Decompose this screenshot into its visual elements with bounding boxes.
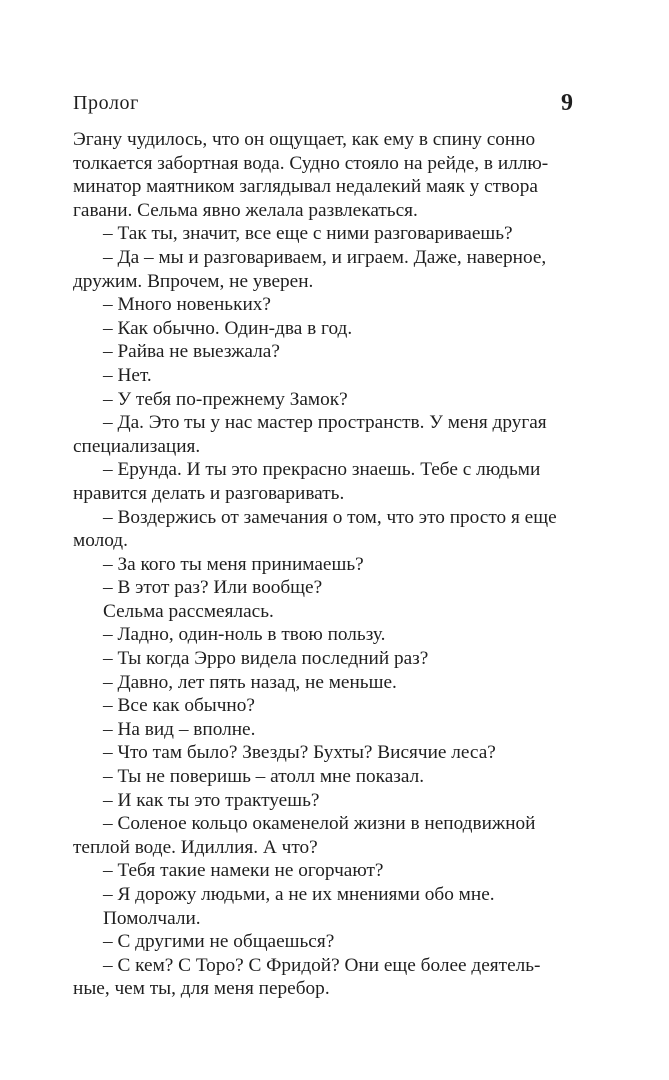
text-line: дружим. Впрочем, не уверен. [73, 270, 314, 292]
text-line: – С кем? С Торо? С Фридой? Они еще более деятель- [103, 954, 541, 976]
text-line: минатор маятником заглядывал недалекий маяк у створа [73, 176, 538, 198]
text-line: – Ерунда. И ты это прекрасно знаешь. Тебе с людьми [103, 459, 541, 481]
text-line: – Воздержись от замечания о том, что это просто я еще [103, 506, 557, 528]
text-line: нравится делать и разговаривать. [73, 482, 345, 504]
text-line: ные, чем ты, для меня перебор. [73, 978, 330, 1000]
text-line: – Я дорожу людьми, а не их мнениями обо мне. [103, 884, 495, 905]
text-line: Сельма рассмеялась. [103, 600, 274, 622]
running-head [73, 92, 573, 122]
text-line: – Да. Это ты у нас мастер пространств. У меня другая [103, 412, 547, 434]
body-text [73, 128, 578, 1001]
text-line: Помолчали. [103, 907, 201, 929]
text-line: – И как ты это трактуешь? [103, 789, 320, 811]
text-line: – Соленое кольцо окаменелой жизни в неподвижной [103, 813, 536, 835]
text-line: – Так ты, значит, все еще с ними разговариваешь? [103, 223, 513, 245]
text-line: специализация. [73, 435, 201, 457]
text-line: – С другими не общаешься? [103, 931, 335, 953]
section-title: Пролог [73, 92, 139, 114]
text-line: – Нет. [103, 364, 152, 386]
text-line: – За кого ты меня принимаешь? [103, 553, 364, 575]
text-line: – Ты когда Эрро видела последний раз? [103, 648, 429, 670]
text-line: гавани. Сельма явно желала развлекаться. [73, 199, 418, 221]
text-line: – Тебя такие намеки не огорчают? [103, 860, 384, 882]
text-line: – Давно, лет пять назад, не меньше. [103, 671, 397, 693]
text-line: Эгану чудилось, что он ощущает, как ему в спину сонно [73, 129, 536, 150]
text-line: – Да – мы и разговариваем, и играем. Даже, наверное, [103, 246, 547, 268]
text-line: – Ты не поверишь – атолл мне показал. [103, 766, 425, 788]
text-line: толкается забортная вода. Судно стояло на рейде, в иллю- [73, 152, 549, 174]
page-number: 9 [561, 90, 573, 116]
text-line: – В этот раз? Или вообще? [103, 577, 323, 599]
text-line: – Все как обычно? [103, 695, 255, 717]
text-line: – Как обычно. Один-два в год. [103, 317, 353, 339]
text-line: молод. [73, 530, 128, 552]
text-line: – Ладно, один-ноль в твою пользу. [103, 624, 386, 646]
text-line: – На вид – вполне. [103, 718, 256, 740]
text-line: – Много новеньких? [103, 294, 271, 316]
text-line: – Райва не выезжала? [103, 341, 280, 363]
text-line: теплой воде. Идиллия. А что? [73, 836, 318, 858]
text-line: – У тебя по-прежнему Замок? [103, 388, 348, 410]
text-line: – Что там было? Звезды? Бухты? Висячие леса? [103, 742, 496, 764]
